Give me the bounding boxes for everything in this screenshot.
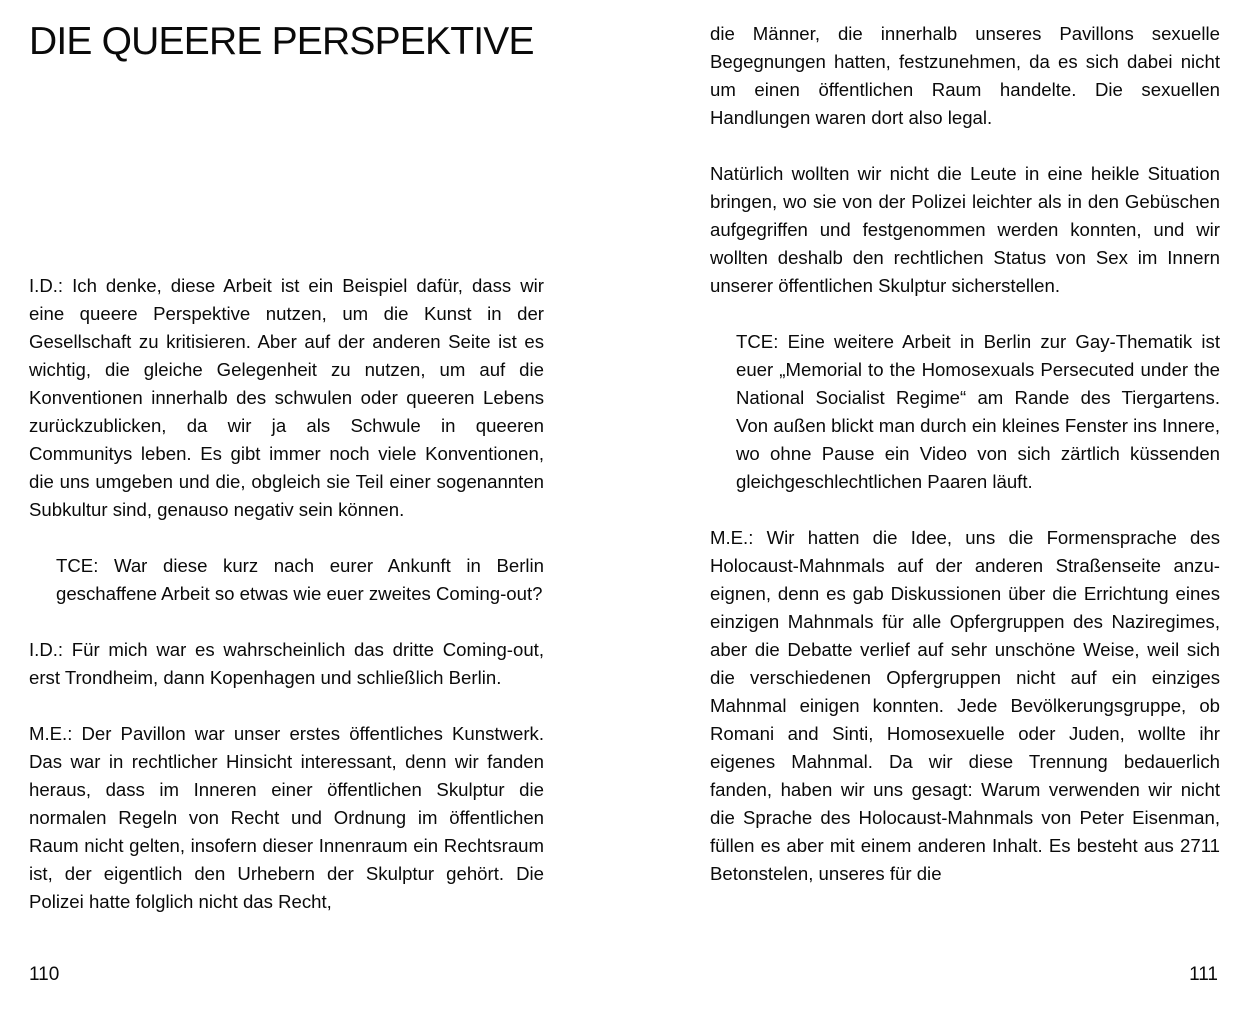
paragraph-me-2: Natürlich wollten wir nicht die Leute in eine heikle Situation bringen, wo sie von der Polizei leichter als in den Gebüschen aufgegriffen und festgenommen werden konnten, und wir wollten deshalb den rechtlichen Status von Sex im Innern unserer öffentlichen Skulptur sicherstellen. [710,163,1220,296]
right-page [620,0,1247,1009]
paragraph-id-2: I.D.: Für mich war es wahrscheinlich das dritte Coming-out, erst Trondheim, dann Kopenhagen und schließlich Berlin. [29,639,544,688]
right-page-body [710,20,1220,888]
paragraph-me-1-continued: die Männer, die innerhalb unseres Pavillons sexuelle Begegnungen hatten, festzunehmen, da es sich dabei nicht um einen öffentlichen Raum handelte. Die sexuellen Handlungen waren dort also legal. [710,23,1220,128]
paragraph-me-3: M.E.: Wir hatten die Idee, uns die Formensprache des Holocaust-Mahnmals auf der anderen Straßenseite anzueignen, denn es gab Diskussionen über die Errichtung eines einzigen Mahnmals für alle Opfergruppen des Naziregimes, aber die Debatte verlief auf sehr unschöne Weise, weil sich die verschiedenen Opfergruppen nicht auf ein einziges Mahnmal einigen konnten. Jede Bevölkerungsgruppe, ob Romani and Sinti, Homosexuelle oder Juden, wollte ihr eigenes Mahnmal. Da wir diese Trennung bedauerlich fanden, haben wir uns gesagt: Warum verwenden wir nicht die Sprache des Holocaust-Mahnmals von Peter Eisenman, füllen es aber mit einem anderen Inhalt. Es besteht aus 2711 Betonstelen, unseres für die [710,527,1220,884]
left-page [0,0,600,1009]
page-number-left: 110 [29,964,60,985]
paragraph-tce-question: TCE: War diese kurz nach eurer Ankunft in Berlin geschaffene Arbeit so etwas wie euer zweites Coming-out? [56,555,544,604]
paragraph-tce-question-2: TCE: Eine weitere Arbeit in Berlin zur Gay-Thematik ist euer „Memorial to the Homosexuals Persecuted under the National Socialist Regime“ am Rande des Tiergartens. Von außen blickt man durch ein kleines Fenster ins Innere, wo ohne Pause ein Video von sich zärtlich küssenden gleichgeschlechtlichen Paaren läuft. [736,331,1220,492]
paragraph-id-1: I.D.: Ich denke, diese Arbeit ist ein Beispiel dafür, dass wir eine queere Perspektive nutzen, um die Kunst in der Gesellschaft zu kritisieren. Aber auf der anderen Seite ist es wichtig, die gleiche Gelegenheit zu nutzen, um auf die Konventionen innerhalb des schwulen oder queeren Lebens zurückzublicken, da wir ja als Schwule in queeren Communitys leben. Es gibt immer noch viele Konventionen, die uns umgeben und die, obgleich sie Teil einer sogenannten Subkultur sind, genauso negativ sein können. [29,275,544,520]
page-number-right: 111 [1189,964,1218,985]
left-page-body [29,272,544,916]
chapter-title: DIE QUEERE PERSPEKTIVE [29,20,534,63]
paragraph-me-1: M.E.: Der Pavillon war unser erstes öffentliches Kunstwerk. Das war in rechtlicher Hinsicht interessant, denn wir fanden heraus, dass im Inneren einer öffentlichen Skulptur die normalen Regeln von Recht und Ordnung im öffentlichen Raum nicht gelten, insofern dieser Innenraum ein Rechtsraum ist, der eigentlich den Urhebern der Skulptur gehört. Die Polizei hatte folglich nicht das Recht, [29,723,544,912]
